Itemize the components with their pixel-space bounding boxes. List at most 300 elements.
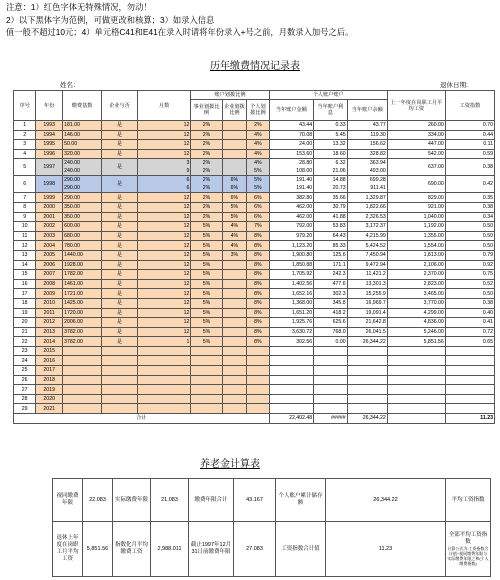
table-cell (137, 356, 191, 366)
cell-line: 6% (230, 185, 239, 192)
table-cell: 12 (137, 289, 191, 299)
table-cell: 1996 (36, 149, 63, 159)
table-cell: 12 (137, 250, 191, 260)
table-cell: 50.00 (63, 140, 102, 150)
table-cell: 12 (137, 327, 191, 337)
table-cell: 12 (137, 318, 191, 328)
cell-line: 6% (230, 177, 239, 184)
note-line-3: 值一般不超过10元；4）单元格C41和E41在录入时请将年份录入+号之前，月数录入加号之后。 (6, 27, 354, 37)
table-cell: 477.6 (314, 279, 347, 289)
table-cell: 53.83 (314, 222, 347, 232)
table-cell: 是 (102, 241, 138, 251)
table-cell (222, 159, 247, 176)
table-cell: 2000 (36, 202, 63, 212)
table-cell (137, 375, 191, 385)
table-cell: 9,472.94 (347, 260, 387, 270)
table-cell: 1,329.87 (347, 193, 387, 203)
table-cell: 1,900.80 (269, 250, 314, 260)
table-cell (191, 159, 222, 176)
table-cell: 19,091.4 (347, 308, 387, 318)
cell-line: 699.28 (369, 177, 386, 184)
table-cell: 5% (222, 212, 247, 222)
wage-index-sum-value: 11.23 (326, 522, 446, 577)
table-cell: 600.00 (63, 222, 102, 232)
table-cell: 1,813.00 (387, 250, 445, 260)
table-cell (102, 394, 138, 404)
table-cell: 12 (14, 241, 36, 251)
table-cell: 181.00 (63, 121, 102, 131)
table-cell: 21,642.8 (347, 318, 387, 328)
table-cell (347, 346, 387, 356)
total-amount: 22,402.48 (269, 414, 314, 424)
header-enterprise: 企业与否 (102, 91, 138, 121)
table-cell (102, 375, 138, 385)
table-cell: 35.66 (314, 193, 347, 203)
table-cell (387, 346, 445, 356)
table-row (14, 121, 495, 131)
table-cell (137, 366, 191, 376)
overall-avg-index-cell (446, 522, 491, 577)
table-cell (137, 159, 191, 176)
table-row (14, 289, 495, 299)
table-cell: 8% (247, 231, 269, 241)
table-cell: 是 (102, 176, 138, 193)
table-cell: 1,040.00 (387, 212, 445, 222)
table-cell: 1,368.00 (269, 298, 314, 308)
table-cell (63, 159, 102, 176)
table-cell: 5% (191, 318, 222, 328)
table-cell: 0.33 (314, 121, 347, 131)
table-cell: 462.00 (269, 212, 314, 222)
table-cell (347, 385, 387, 395)
table-cell (191, 394, 222, 404)
table-cell: 0.75 (445, 270, 494, 280)
table-cell: 7 (14, 193, 36, 203)
table-row (14, 231, 495, 241)
table-cell: 2020 (36, 394, 63, 404)
header-public-transfer: 事业划拨比例 (191, 100, 222, 121)
table-cell: 12 (137, 222, 191, 232)
table-cell: 5,851.56 (387, 337, 445, 347)
table-row (14, 327, 495, 337)
table-cell: 0.50 (445, 231, 494, 241)
table-cell (102, 366, 138, 376)
table-cell: 是 (102, 337, 138, 347)
table-cell: 25 (14, 366, 36, 376)
cell-line: 2% (202, 185, 211, 192)
table-cell: 1,850.88 (269, 260, 314, 270)
table-cell (102, 404, 138, 414)
table-cell: 1440.00 (63, 250, 102, 260)
table-cell: 15,255.9 (347, 289, 387, 299)
table-cell: 1,355.00 (387, 231, 445, 241)
table-cell: 9 (14, 212, 36, 222)
table-cell: 12 (137, 231, 191, 241)
total-years-label: 缴费年限合计 (189, 479, 234, 522)
table-cell (387, 375, 445, 385)
table-cell: 0.40 (445, 308, 494, 318)
retire-date-label: 退休日期: (440, 82, 468, 89)
table-cell: 5,424.52 (347, 241, 387, 251)
table-cell (137, 176, 191, 193)
table-cell: 是 (102, 327, 138, 337)
table-cell (137, 385, 191, 395)
table-cell: 1 (14, 121, 36, 131)
table-cell: 1994 (36, 130, 63, 140)
table-cell: 12 (137, 279, 191, 289)
cell-line: 191.40 (296, 177, 313, 184)
table-cell: 6% (247, 212, 269, 222)
table-cell: 1,822.66 (347, 202, 387, 212)
table-cell: 是 (102, 318, 138, 328)
table-cell: 8% (247, 241, 269, 251)
table-cell: 3,770.00 (387, 298, 445, 308)
table-cell: 3782.00 (63, 337, 102, 347)
table-cell: 2016 (36, 356, 63, 366)
table-cell: 0.44 (445, 130, 494, 140)
table-cell: 是 (102, 202, 138, 212)
table-cell: 70.08 (269, 130, 314, 140)
table-cell: 350.00 (63, 212, 102, 222)
table-cell: 1,925.76 (269, 318, 314, 328)
table-cell (269, 394, 314, 404)
table-cell: 是 (102, 140, 138, 150)
table-cell: 382.80 (269, 193, 314, 203)
table-cell: 43.77 (347, 121, 387, 131)
table-cell: 0.70 (445, 121, 494, 131)
table-cell: 0.50 (445, 222, 494, 232)
table-cell: 是 (102, 270, 138, 280)
table-cell (445, 346, 494, 356)
table-cell (222, 308, 247, 318)
cell-line: 14.88 (332, 177, 346, 184)
table-cell: 2015 (36, 346, 63, 356)
table-cell: 1425.00 (63, 298, 102, 308)
table-cell: 171.1 (314, 260, 347, 270)
table-row (14, 270, 495, 280)
table-cell: 是 (102, 289, 138, 299)
table-row (14, 298, 495, 308)
table-cell (347, 404, 387, 414)
table-cell (191, 356, 222, 366)
table-cell: 2% (191, 202, 222, 212)
table-row (14, 140, 495, 150)
table-cell: 2% (191, 193, 222, 203)
pension-calc-table (52, 478, 491, 577)
table-cell: 是 (102, 279, 138, 289)
table-cell (314, 404, 347, 414)
table-row (14, 375, 495, 385)
table-cell: 4% (247, 149, 269, 159)
header-prev-wage: 上一年度在岗职工月平均工资 (387, 91, 445, 121)
table-cell: 2005 (36, 250, 63, 260)
table-cell: 1782.00 (63, 270, 102, 280)
table-cell: 5% (222, 202, 247, 212)
table-cell (347, 159, 387, 176)
table-cell: 680.00 (63, 231, 102, 241)
total-interest: ##### (314, 414, 347, 424)
table-cell: 462.00 (269, 202, 314, 212)
table-cell (445, 404, 494, 414)
table-cell: 2010 (36, 298, 63, 308)
table-cell: 0.72 (445, 327, 494, 337)
table-cell: 85.33 (314, 241, 347, 251)
table-cell: 16,969.7 (347, 298, 387, 308)
table-cell (222, 121, 247, 131)
table-cell: 302.56 (269, 337, 314, 347)
table-cell: 0.38 (445, 159, 494, 176)
table-cell: 15 (14, 270, 36, 280)
table-cell (222, 140, 247, 150)
table-cell: 125.6 (314, 250, 347, 260)
table-cell (222, 356, 247, 366)
table-cell: 是 (102, 308, 138, 318)
table-cell: 1721.00 (63, 289, 102, 299)
table-cell (269, 356, 314, 366)
cell-line: 4% (254, 160, 262, 167)
table-cell: 0.00 (314, 337, 347, 347)
table-cell: 13.32 (314, 140, 347, 150)
table-cell: 625.6 (314, 318, 347, 328)
table-cell: 320.00 (63, 149, 102, 159)
table-cell: 是 (102, 159, 138, 176)
note-line-1: 注意：1）红色字体无特殊情况，勿动！ (6, 2, 152, 12)
table-cell: 5,246.00 (387, 327, 445, 337)
table-cell: 1,554.00 (387, 241, 445, 251)
table-row (14, 346, 495, 356)
total-label: 合计 (14, 414, 270, 424)
table-cell: 21 (14, 327, 36, 337)
table-cell (314, 375, 347, 385)
table-cell (314, 385, 347, 395)
table-cell: 8% (247, 270, 269, 280)
cell-line: 493.00 (369, 168, 386, 175)
table-cell: 8% (247, 318, 269, 328)
table-cell: 2008 (36, 279, 63, 289)
table-cell: 5% (191, 231, 222, 241)
total-index: 11.23 (445, 414, 494, 424)
table-cell (137, 404, 191, 414)
table-cell: 328.82 (347, 149, 387, 159)
table-cell: 2006 (36, 260, 63, 270)
cell-line: 5% (254, 168, 262, 175)
table-cell: 780.00 (63, 241, 102, 251)
header-acct-balance: 当年账户余额 (347, 100, 387, 121)
table-cell: 是 (102, 260, 138, 270)
table-cell (102, 356, 138, 366)
table-cell: 12 (137, 260, 191, 270)
table-cell: 542.00 (387, 149, 445, 159)
table-cell: 20 (14, 318, 36, 328)
table-cell: 2013 (36, 327, 63, 337)
table-row (14, 394, 495, 404)
table-cell: 12 (137, 202, 191, 212)
cell-line: 363.94 (369, 160, 386, 167)
indexed-wage-label: 指数化月平均缴费工资 (113, 522, 151, 577)
header-acct-amount: 当年账户金额 (269, 100, 314, 121)
table-row (14, 250, 495, 260)
account-total-label: 个人账户累计储存额 (276, 479, 326, 522)
table-cell (387, 366, 445, 376)
table-cell: 0.65 (445, 337, 494, 347)
table-cell: 1928.00 (63, 260, 102, 270)
table-cell: 43.44 (269, 121, 314, 131)
table-cell: 0.50 (445, 241, 494, 251)
pension-calc-title: 养老金计算表 (200, 459, 260, 470)
table-cell (137, 346, 191, 356)
table-cell: 6% (222, 193, 247, 203)
table-cell: 8% (247, 250, 269, 260)
table-cell (222, 404, 247, 414)
table-cell: 4% (247, 140, 269, 150)
table-cell (269, 385, 314, 395)
table-cell (314, 366, 347, 376)
table-cell: 829.00 (387, 193, 445, 203)
table-cell: 4% (247, 130, 269, 140)
table-cell (222, 394, 247, 404)
table-cell: 12 (137, 130, 191, 140)
table-cell (314, 176, 347, 193)
table-cell: 2,106.00 (387, 260, 445, 270)
table-cell (269, 159, 314, 176)
table-cell: 13 (14, 250, 36, 260)
table-cell: 0.92 (445, 260, 494, 270)
table-cell (63, 375, 102, 385)
table-cell (222, 366, 247, 376)
table-cell: 146.00 (63, 130, 102, 140)
table-cell (247, 356, 269, 366)
table-cell (102, 346, 138, 356)
table-cell (222, 327, 247, 337)
actual-years-value: 21.083 (151, 479, 189, 522)
table-cell: 4,299.00 (387, 308, 445, 318)
table-cell: 3% (222, 250, 247, 260)
table-row (14, 385, 495, 395)
cell-line: 5% (254, 185, 262, 192)
cell-line: 9 (186, 168, 190, 175)
total-row (14, 414, 495, 424)
table-cell: 4,215.99 (347, 231, 387, 241)
table-cell: 2019 (36, 385, 63, 395)
table-cell: 8% (247, 327, 269, 337)
table-cell (445, 356, 494, 366)
table-cell (247, 375, 269, 385)
table-cell: 26,041.5 (347, 327, 387, 337)
table-cell: 24 (14, 356, 36, 366)
cell-line: 911.41 (370, 185, 386, 192)
table-cell: 16 (14, 279, 36, 289)
table-cell (445, 366, 494, 376)
table-cell (63, 176, 102, 193)
table-cell: 24.00 (269, 140, 314, 150)
table-cell: 2% (191, 212, 222, 222)
table-row (14, 308, 495, 318)
table-cell: 19 (14, 308, 36, 318)
table-row (14, 279, 495, 289)
table-cell: 447.00 (387, 140, 445, 150)
table-row (14, 159, 495, 176)
table-row (14, 318, 495, 328)
table-cell: 0.41 (445, 318, 494, 328)
cell-line: 290.00 (64, 185, 80, 192)
table-cell: 23 (14, 346, 36, 356)
table-cell (222, 270, 247, 280)
table-cell (63, 404, 102, 414)
table-cell (222, 130, 247, 140)
cell-line: 108.00 (296, 168, 313, 175)
table-cell: 5% (191, 327, 222, 337)
table-cell: 5% (191, 308, 222, 318)
cell-line: 6.32 (335, 160, 346, 167)
table-cell: 4 (14, 149, 36, 159)
table-cell: 1999 (36, 193, 63, 203)
table-row (14, 241, 495, 251)
table-row (14, 260, 495, 270)
total-balance: 26,344.22 (347, 414, 387, 424)
table-cell: 302.3 (314, 289, 347, 299)
table-row (14, 176, 495, 193)
deemed-years-value: 22.083 (83, 479, 113, 522)
table-cell: 345.8 (314, 298, 347, 308)
table-cell: 是 (102, 149, 138, 159)
table-cell: 是 (102, 250, 138, 260)
table-cell: 8 (14, 202, 36, 212)
table-cell: 0.35 (445, 193, 494, 203)
table-cell: 30.79 (314, 202, 347, 212)
cell-line: 240.00 (64, 168, 80, 175)
table-cell (347, 356, 387, 366)
cell-line: 6 (186, 185, 190, 192)
table-cell (247, 366, 269, 376)
table-cell: 0.11 (445, 140, 494, 150)
table-cell: 2002 (36, 222, 63, 232)
note-line-2: 2）以下黑体字为范例，可做更改和核算；3）如录入信息 (6, 14, 215, 25)
calc-row-2 (53, 522, 491, 577)
table-row (14, 149, 495, 159)
table-cell: 1995 (36, 140, 63, 150)
table-cell: 12 (137, 270, 191, 280)
overall-avg-index-label: 全部平均工资指数 (448, 532, 488, 545)
actual-years-label: 实际缴费年限 (113, 479, 151, 522)
table-cell: 3 (14, 140, 36, 150)
table-cell (191, 375, 222, 385)
table-cell: 11 (14, 231, 36, 241)
table-cell: 26,344.22 (347, 337, 387, 347)
table-cell: 2001 (36, 212, 63, 222)
table-cell: 12 (137, 193, 191, 203)
table-cell (247, 159, 269, 176)
table-cell: 1720.00 (63, 308, 102, 318)
table-cell: 2003 (36, 231, 63, 241)
table-cell: 6% (247, 193, 269, 203)
cell-line: 3 (186, 160, 190, 167)
table-cell: 2011 (36, 308, 63, 318)
table-cell (191, 404, 222, 414)
table-cell: 5% (191, 337, 222, 347)
table-cell (387, 394, 445, 404)
table-cell: 0.38 (445, 202, 494, 212)
table-cell: 12 (137, 149, 191, 159)
table-cell (269, 346, 314, 356)
table-cell: 2012 (36, 318, 63, 328)
table-row (14, 202, 495, 212)
header-personal-account: 个人账户账户 (269, 91, 387, 100)
table-cell: 2% (247, 121, 269, 131)
table-cell: 2014 (36, 337, 63, 347)
table-cell: 2,326.53 (347, 212, 387, 222)
table-cell: 8% (247, 308, 269, 318)
table-cell: 5% (191, 241, 222, 251)
